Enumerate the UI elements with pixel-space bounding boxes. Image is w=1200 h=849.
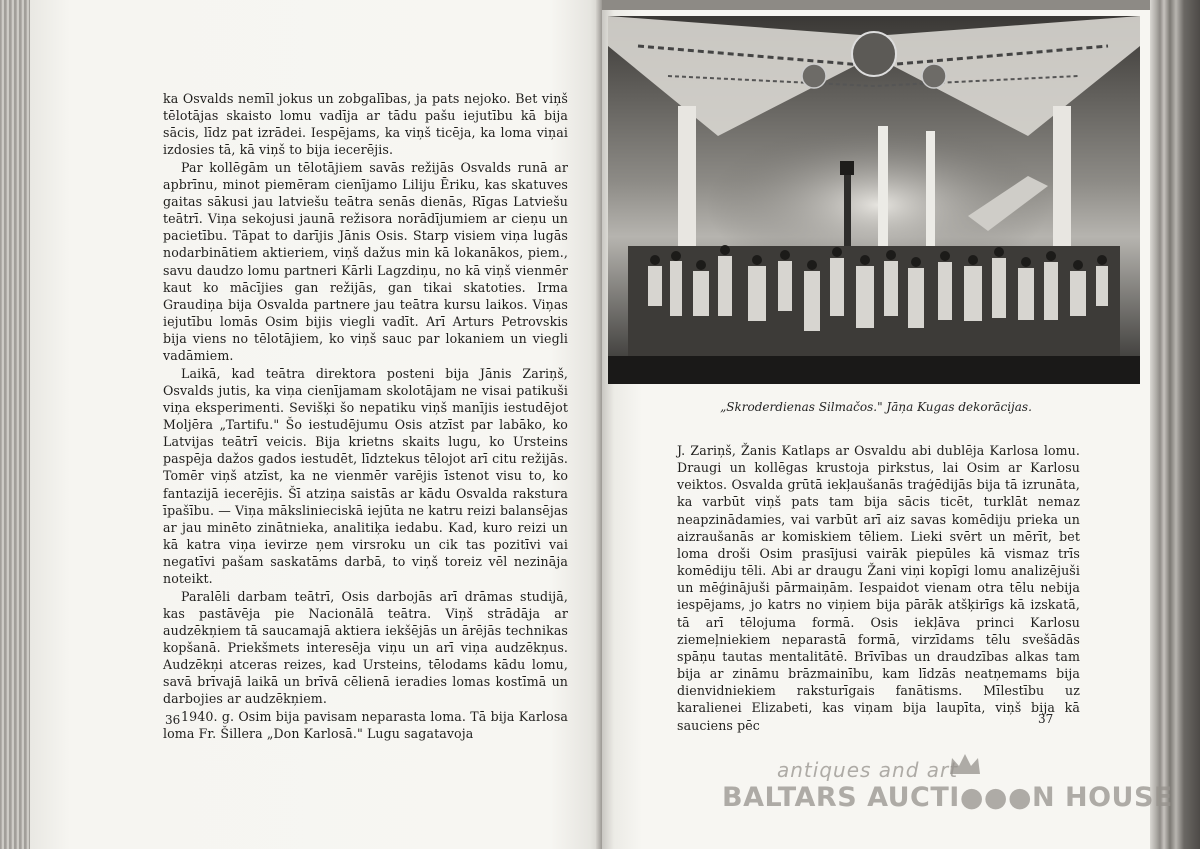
right-page [602,10,1150,849]
right-page-edges [1150,0,1200,849]
right-page-number: 37 [1038,712,1054,726]
auction-house-watermark [722,750,1173,820]
watermark-tagline: antiques and art [777,758,959,782]
left-paragraph-5: 1940. g. Osim bija pavisam neparasta loma. Tā bija Karlosa loma Fr. Šillera „Don Karlosā." Lugu sagatavoja [163,708,568,741]
right-paragraph-1: J. Zariņš, Žanis Katlaps ar Osvaldu abi dublēja Karlosa lomu. Draugi un kollēgas krustoja pirkstus, lai Osim ar Karlosu veiktos. Osvalda grūtā iekļaušanās traģēdijās bija tā izrunāta, ka varbūt viņš pats tam bija sācis ticēt, turklāt nemaz neapzinādamies, vai varbūt arī aiz savas komēdiju prieka un aizraušanās ar komiskiem tēliem. Lieki svērt un mērīt, bet loma droši Osim prasījusi vairāk piepūles kā vismaz trīs komēdiju tēli. Abi ar draugu Žani viņi kopīgi lomu analizējuši un mēģinājuši pārmaiņām. Iespaidot vienam otra tēlu nebija iespējams, jo katrs no viņiem bija pārāk atšķirīgs kā izskatā, tā arī tēlojuma formā. Osis iekļāva princi Karlosu ziemeļniekiem neparastā formā, virzīdams tēlu svešādās spāņu tautas mentalitātē. Brīvības un draudzības alkas tam bija ar zināmu brāzmainību, kam līdzās neatņemams bija dienvidniekiem raksturīgais fanātisms. Mīlestību uz karalienei Elizabeti, kas viņam bija laupīta, viņš bija kā sauciens pēc [677,443,1080,733]
left-page [30,0,602,849]
left-page-edges [0,0,30,849]
watermark-name: BALTARS AUCTI●●●N HOUSE [722,782,1173,813]
right-text-block [677,442,1080,734]
left-paragraph-3: Laikā, kad teātra direktora posteni bija Jānis Zariņš, Osvalds jutis, ka viņa cienījamam skolotājam ne visai patikuši viņa eksperimenti. Sevišķi šo nepatiku viņš manījis iestudējot Moljēra „Tartifu." Šo iestudējumu Osis atzīst par labāko, ko Latvijas teātrī veicis. Bija krietns skaits lugu, ko Ursteins paspēja dažos gados iestudēt, līdztekus tēlojot arī citu režijās. Tomēr viņš atzīst, ka ne vienmēr varējis īstenot visu to, ko fantazijā iecerējis. Šī atziņa saistās ar kādu Osvalda rakstura īpašību. — Viņa mākslinieciskā iejūta ne katru reizi balansējas ar jau minēto zinātnieka, analitiķa iedabu. Kad, kuro reizi un kā katra viņa ievirze ņem virsroku un cik tas pozitīvi vai negatīvi pašam saskatāms darbā, to viņš toreiz vēl nezināja noteikt. [163,365,568,587]
left-paragraph-2: Par kollēgām un tēlotājiem savās režijās Osvalds runā ar apbrīnu, minot piemēram cienījamo Liliju Ēriku, kas skatuves gaitas sākusi jau latviešu teātra senās dienās, Rīgas Latviešu teātrī. Viņa sekojusi jaunā režisora norādījumiem ar cieņu un pacietību. Tāpat to darījis Jānis Osis. Starp visiem viņa lugās nodarbinātiem aktieriem, viņš dažus min kā lokanākos, piem., savu daudzo lomu partneri Kārli Lagzdiņu, no kā viņš vienmēr kaut ko mācījies gan režijās, gan tikai skatoties. Irma Graudiņa bija Osvalda partnere jau teātra kursu laikos. Viņas iejutību lomās Osim bijis viegli vadīt. Arī Arturs Petrovskis bija viens no tēlotājiem, ko viņš sauc par lokaniem un viegli vadāmiem. [163,159,568,364]
photo-caption: „Skroderdienas Silmačos." Jāņa Kugas dekorācijas. [720,400,1032,414]
left-page-number: 36 [165,713,181,727]
left-paragraph-1: ka Osvalds nemīl jokus un zobgalības, ja pats nejoko. Bet viņš tēlotājas skaisto lomu vadīja ar tādu pašu iejutību kā bija sācis, līdz pat izrādei. Iespējams, ka viņš ticēja, ka loma viņai izdosies tā, kā viņš to bija iecerējis. [163,91,568,158]
left-text-block [163,90,568,742]
left-paragraph-4: Paralēli darbam teātrī, Osis darbojās arī drāmas studijā, kas pastāvēja pie Nacionālā teātra. Viņš strādāja ar audzēkņiem tā saucamajā aktiera iekšējās un ārējās technikas kopšanā. Priekšmets interesēja viņu un arī viņa audzēkņus. Audzēkņi atceras reizes, kad Ursteins, tēlodams kādu lomu, savā brīvajā laikā un brīvā cēlienā ieradies lomas kostīmā un darbojies ar audzēkņiem. [163,588,568,707]
stage-scene-photo [608,16,1140,384]
